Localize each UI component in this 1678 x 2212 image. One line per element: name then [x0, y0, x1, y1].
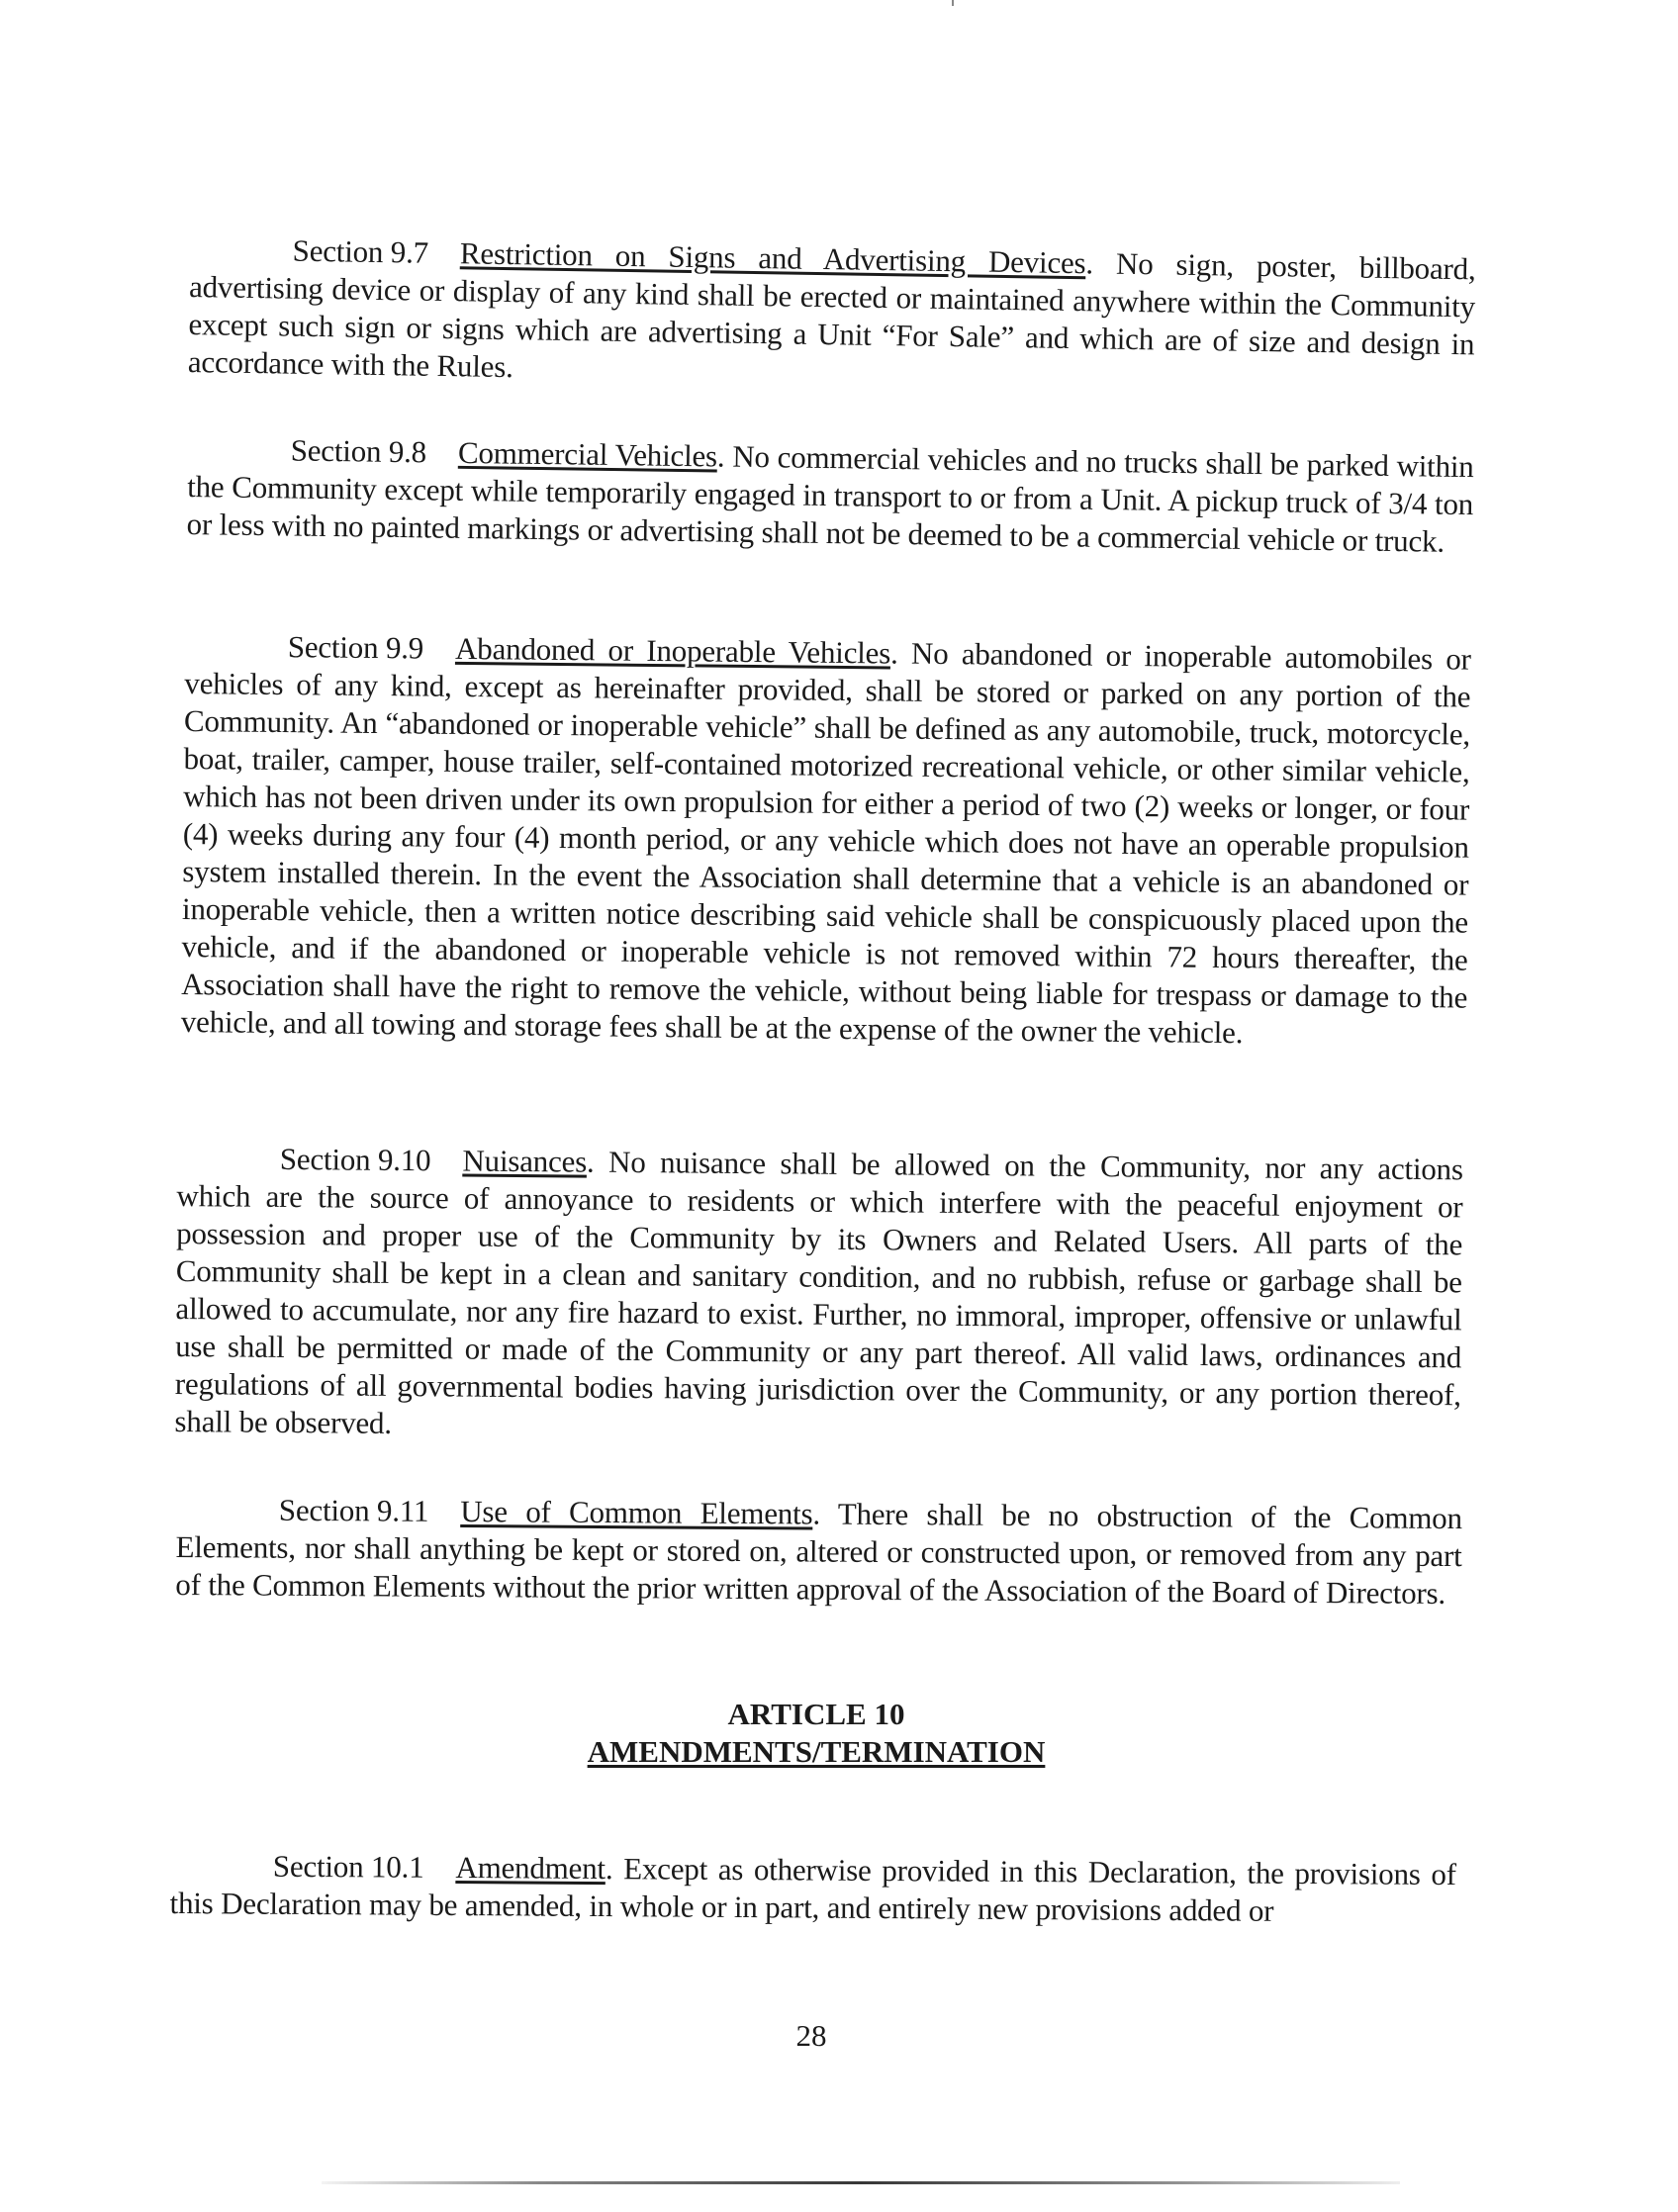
section-number: Section 9.9	[287, 629, 424, 666]
section-body: . No nuisance shall be allowed on the Community, nor any actions which are the source of annoyance to residents or which interfere with the peaceful enjoyment or possession and proper use of the Community by its Owners and Related Users. All parts of the Community shall be kept in a clean and sanitary condition, and no rubbish, refuse or garbage shall be allowed to accumulate, nor any fire hazard to exist. Further, no immoral, improper, offensive or unlawful use shall be permitted or made of the Community or any part thereof. All valid laws, ordinances and regulations of all governmental bodies having jurisdiction over the Community, or any portion thereof, shall be observed.	[174, 1144, 1463, 1440]
section-9-10	[174, 1140, 1463, 1451]
section-body: . No abandoned or inoperable automobiles or vehicles of any kind, except as hereinafter provided, shall be stored or parked on any portion of the Community. An “abandoned or inoperable vehicle” shall be defined as any automobile, truck, motorcycle, boat, trailer, camper, house trailer, self-contained motorized recreational vehicle, or other similar vehicle, which has not been driven under its own propulsion for either a period of two (2) weeks or longer, or four (4) weeks during any four (4) month period, or any vehicle which does not have an operable propulsion system installed therein. In the event the Association shall determine that a vehicle is an abandoned or inoperable vehicle, then a written notice describing said vehicle shall be conspicuously placed upon the vehicle, and if the abandoned or inoperable vehicle is not removed within 72 hours thereafter, the Association shall have the right to remove the vehicle, without being liable for trespass or damage to the vehicle, and all towing and storage fees shall be at the expense of the owner the vehicle.	[180, 635, 1471, 1051]
section-9-7	[188, 230, 1476, 401]
section-title: Restriction on Signs and Advertising Devices	[459, 235, 1086, 281]
section-body: . There shall be no obstruction of the Common Elements, nor shall anything be kept or stored on, altered or constructed upon, or removed from any part of the Common Elements without the prior written approval of the Association of the Board of Directors.	[175, 1496, 1462, 1611]
section-body: . Except as otherwise provided in this Declaration, the provisions of this Declaration may be amended, in whole or in part, and entirely new provisions added or	[169, 1851, 1456, 1928]
section-body: . No commercial vehicles and no trucks shall be parked within the Community except while temporarily engaged in transport to or from a Unit. A pickup truck of 3/4 ton or less with no painted markings or advertising shall not be deemed to be a commercial vehicle or truck.	[186, 438, 1474, 559]
section-number: Section 9.11	[278, 1492, 429, 1528]
section-number: Section 9.7	[292, 232, 429, 270]
section-9-9	[181, 627, 1471, 1055]
section-number: Section 9.8	[290, 432, 427, 470]
section-9-11	[175, 1491, 1462, 1613]
section-number: Section 9.10	[279, 1141, 431, 1178]
section-10-1	[169, 1847, 1455, 1931]
page-number: 28	[795, 2018, 827, 2053]
article-number: ARTICLE 10	[727, 1697, 905, 1731]
section-title: Abandoned or Inoperable Vehicles	[454, 630, 891, 671]
section-title: Commercial Vehicles	[457, 434, 718, 474]
section-title: Amendment	[455, 1850, 606, 1887]
section-body: . No sign, poster, billboard, advertising device or display of any kind shall be erected or maintained anywhere within the Community except such sign or signs which are advertising a Unit “For Sale” and which are of size and design in accordance with the Rules.	[187, 245, 1476, 385]
scan-artifact-dot	[952, 0, 954, 6]
section-title: Nuisances	[462, 1143, 588, 1179]
section-title: Use of Common Elements	[460, 1494, 813, 1531]
section-number: Section 10.1	[272, 1848, 424, 1885]
scan-artifact-line	[322, 2181, 1400, 2184]
section-9-8	[186, 430, 1473, 561]
article-title: AMENDMENTS/TERMINATION	[587, 1734, 1046, 1769]
